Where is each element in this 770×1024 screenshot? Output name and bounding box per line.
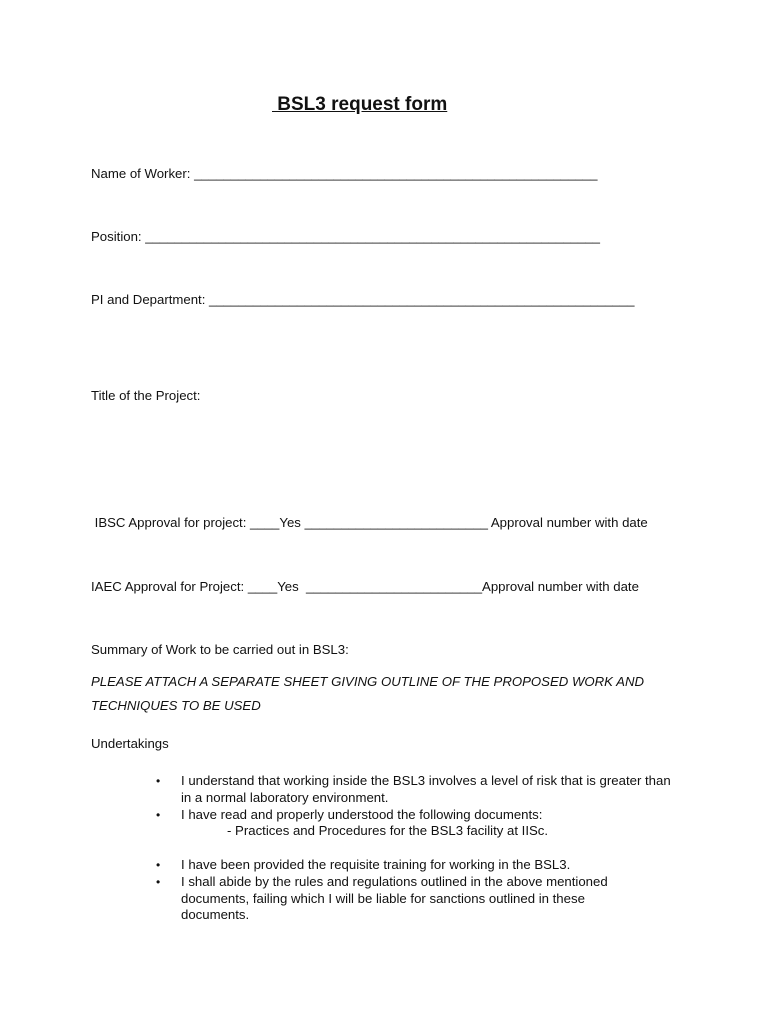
bullet-icon: • — [156, 774, 161, 788]
project-title-label: Title of the Project: — [91, 388, 201, 403]
pi-department-field[interactable]: PI and Department: __________________________________________________________ — [91, 292, 635, 307]
undertaking-sub-item: - Practices and Procedures for the BSL3 facility at IISc. — [227, 823, 549, 838]
undertaking-item: I have read and properly understood the following documents: — [181, 807, 543, 822]
form-title: BSL3 request form — [272, 94, 448, 115]
bullet-icon: • — [156, 875, 161, 889]
bullet-icon: • — [156, 858, 161, 872]
undertaking-item: I have been provided the requisite training for working in the BSL3. — [181, 857, 571, 872]
attach-note-line1: PLEASE ATTACH A SEPARATE SHEET GIVING OUTLINE OF THE PROPOSED WORK AND — [91, 674, 644, 689]
undertaking-item: I shall abide by the rules and regulations outlined in the above mentioned documents, failing which I will be liable for sanctions outlined in these documents. — [181, 874, 608, 922]
ibsc-approval-field[interactable]: IBSC Approval for project: ____Yes _________________________ Approval number with date — [91, 515, 648, 530]
iaec-approval-field[interactable]: IAEC Approval for Project: ____Yes ________________________Approval number with date — [91, 579, 639, 594]
bullet-icon: • — [156, 808, 161, 822]
undertakings-heading: Undertakings — [91, 736, 169, 751]
attach-note-line2: TECHNIQUES TO BE USED — [91, 698, 261, 713]
name-of-worker-field[interactable]: Name of Worker: _______________________________________________________ — [91, 166, 598, 181]
position-field[interactable]: Position: ______________________________________________________________ — [91, 229, 600, 244]
summary-label: Summary of Work to be carried out in BSL3: — [91, 642, 349, 657]
undertaking-item: I understand that working inside the BSL3 involves a level of risk that is greater than in a normal laboratory environment. — [181, 773, 671, 805]
